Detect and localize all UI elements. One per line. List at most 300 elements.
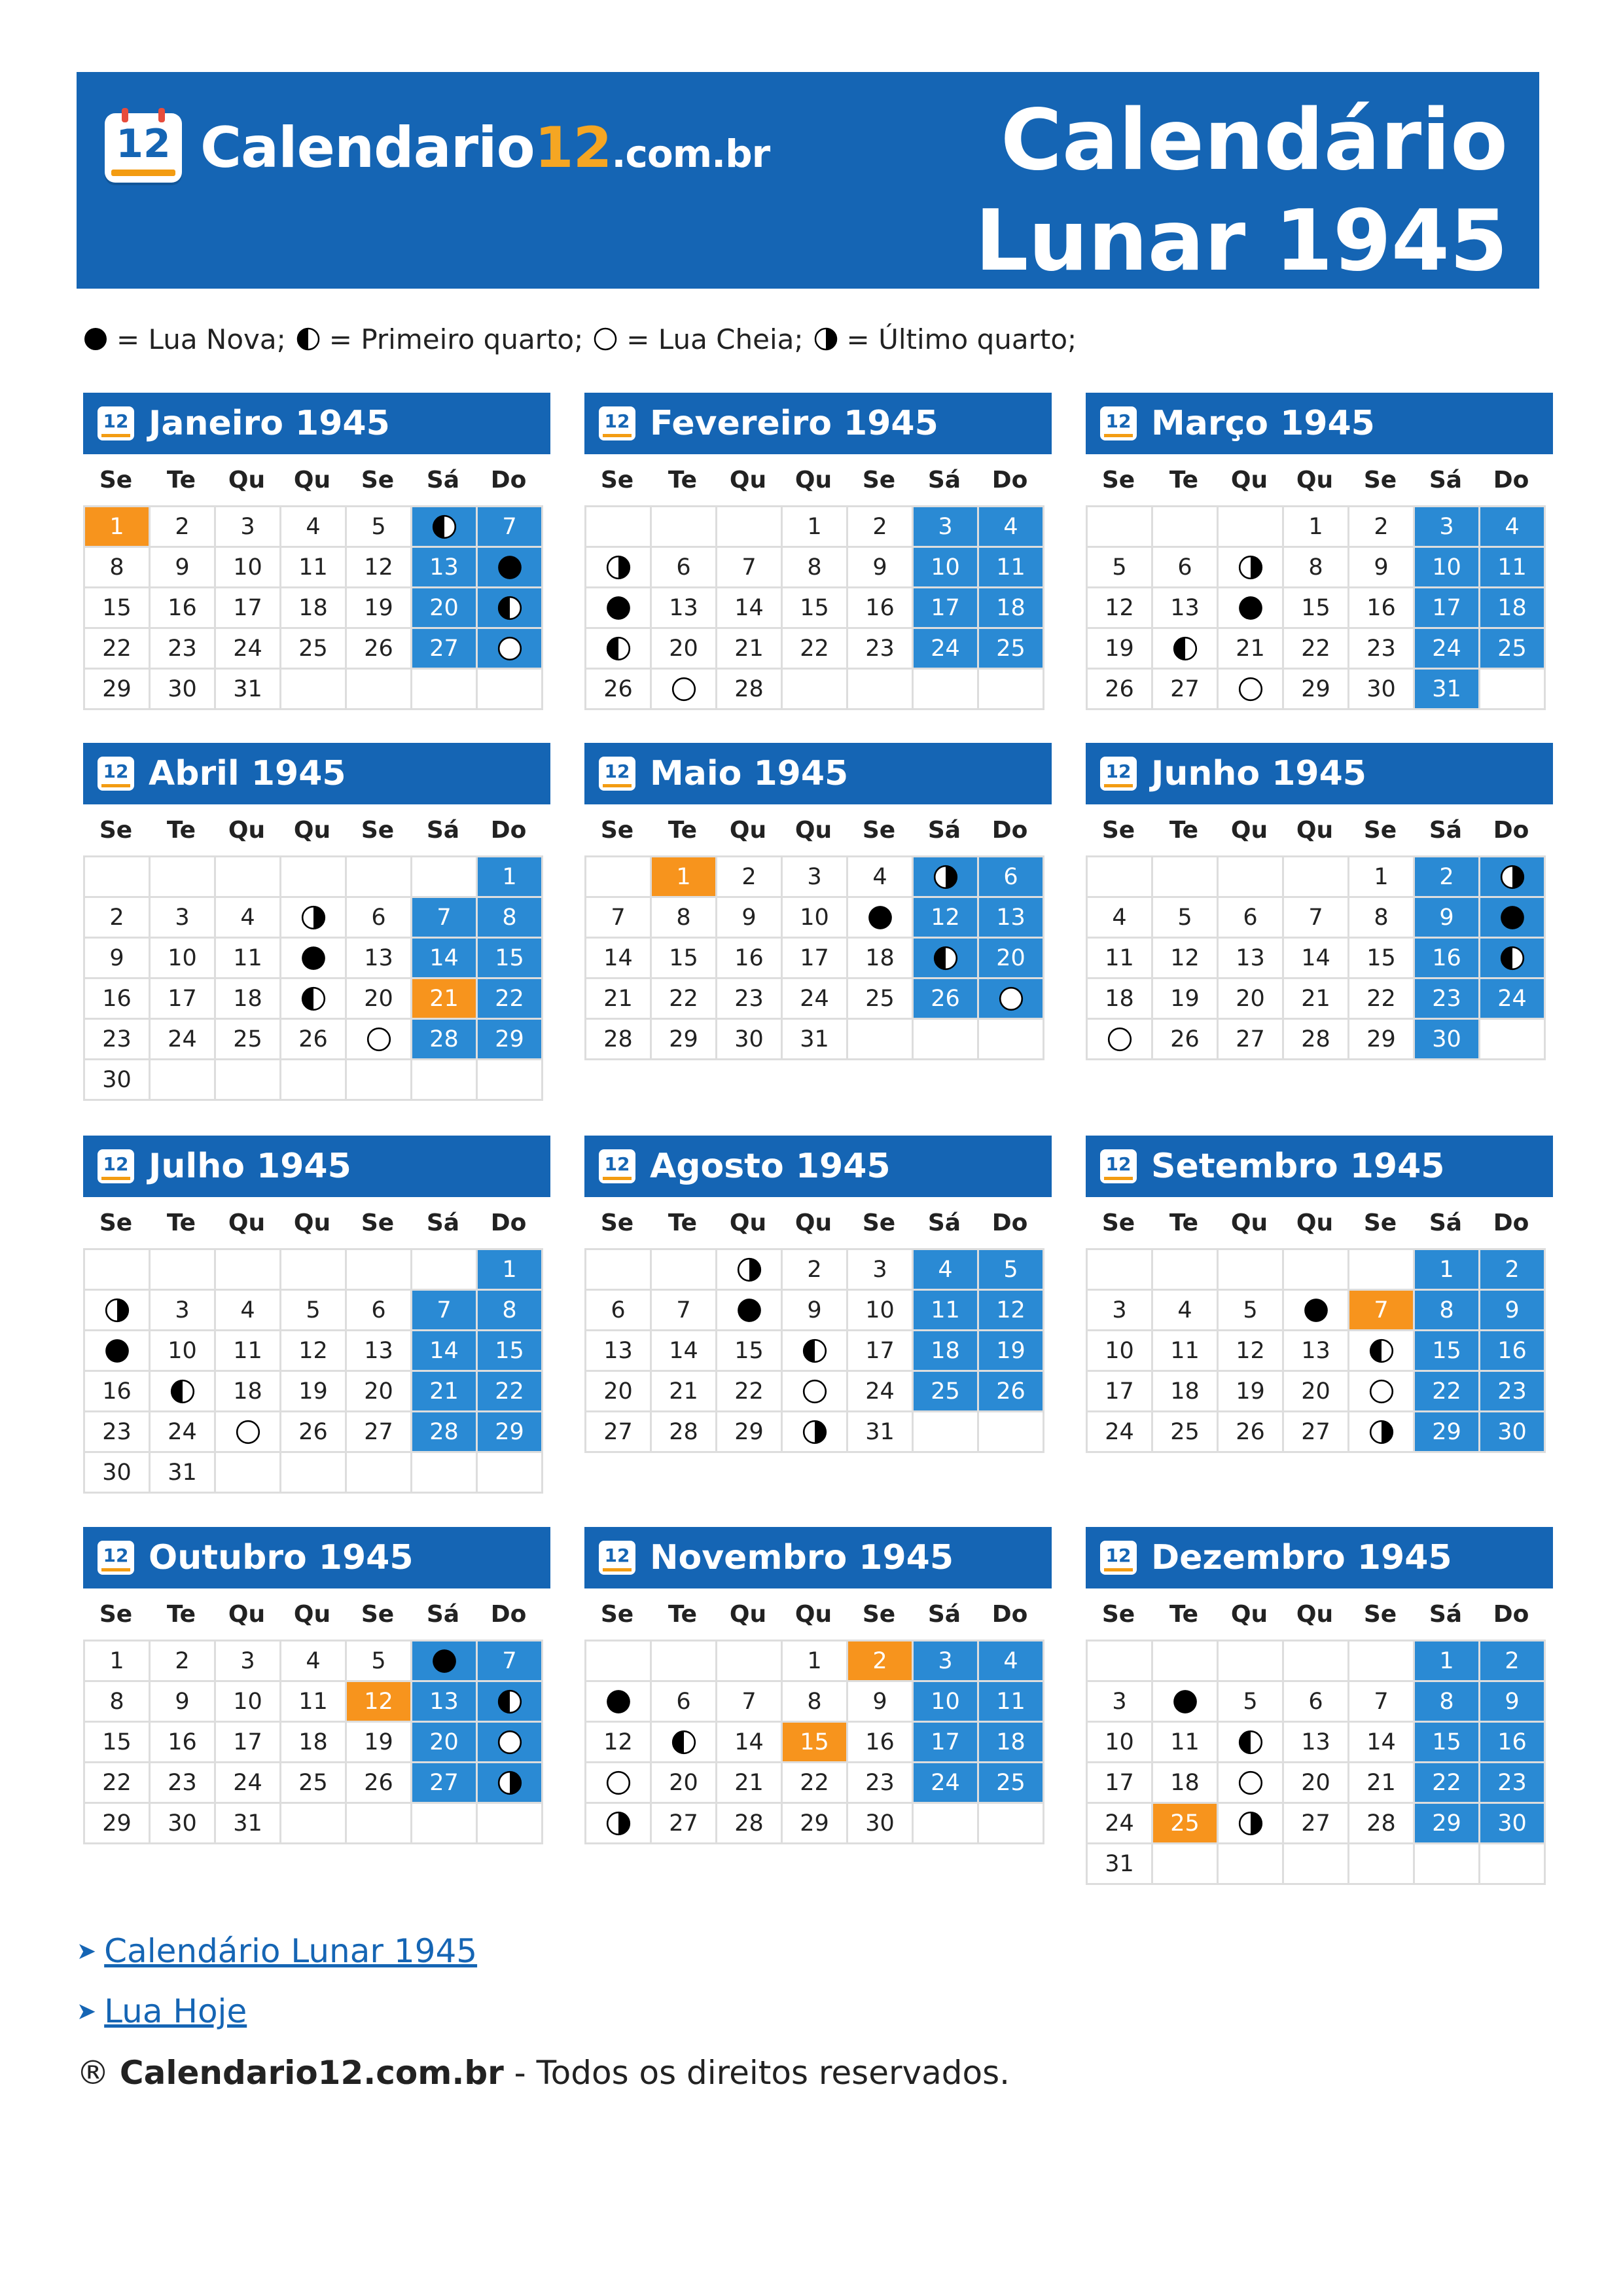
day-cell[interactable]: 26	[914, 979, 979, 1020]
day-cell[interactable]: 11	[1088, 939, 1153, 979]
day-cell[interactable]: 8	[1415, 1682, 1480, 1723]
day-cell[interactable]: 8	[783, 548, 848, 588]
day-cell[interactable]: 31	[783, 1020, 848, 1060]
day-cell[interactable]: 23	[85, 1412, 151, 1453]
day-cell[interactable]	[478, 1723, 543, 1763]
day-cell[interactable]: 15	[1415, 1331, 1480, 1372]
day-cell[interactable]: 1	[783, 1641, 848, 1682]
day-cell[interactable]: 3	[914, 1641, 979, 1682]
day-cell[interactable]: 28	[412, 1412, 478, 1453]
day-cell[interactable]: 27	[1153, 670, 1219, 710]
day-cell[interactable]: 15	[783, 588, 848, 629]
day-cell[interactable]: 24	[151, 1412, 216, 1453]
day-cell[interactable]	[478, 548, 543, 588]
day-cell[interactable]: 20	[586, 1372, 652, 1412]
day-cell[interactable]: 24	[216, 629, 281, 670]
day-cell[interactable]: 27	[1284, 1412, 1349, 1453]
day-cell[interactable]: 12	[281, 1331, 347, 1372]
day-cell[interactable]: 9	[1349, 548, 1415, 588]
day-cell[interactable]: 28	[412, 1020, 478, 1060]
day-cell[interactable]: 4	[848, 857, 914, 898]
day-cell[interactable]: 10	[783, 898, 848, 939]
day-cell[interactable]: 28	[652, 1412, 717, 1453]
day-cell[interactable]: 30	[1349, 670, 1415, 710]
day-cell[interactable]: 27	[652, 1804, 717, 1844]
day-cell[interactable]: 20	[652, 629, 717, 670]
day-cell[interactable]: 23	[1480, 1372, 1546, 1412]
day-cell[interactable]: 16	[717, 939, 783, 979]
day-cell[interactable]: 14	[412, 1331, 478, 1372]
day-cell[interactable]: 5	[1088, 548, 1153, 588]
day-cell[interactable]: 17	[151, 979, 216, 1020]
day-cell[interactable]: 25	[281, 1763, 347, 1804]
day-cell[interactable]: 6	[652, 1682, 717, 1723]
day-cell[interactable]: 29	[652, 1020, 717, 1060]
day-cell[interactable]: 9	[848, 1682, 914, 1723]
day-cell[interactable]: 24	[914, 629, 979, 670]
day-cell[interactable]: 6	[1284, 1682, 1349, 1723]
day-cell[interactable]	[1480, 857, 1546, 898]
day-cell[interactable]: 18	[848, 939, 914, 979]
day-cell[interactable]: 6	[979, 857, 1044, 898]
day-cell[interactable]	[586, 629, 652, 670]
day-cell[interactable]: 18	[281, 588, 347, 629]
day-cell[interactable]: 13	[652, 588, 717, 629]
day-cell[interactable]: 26	[1219, 1412, 1284, 1453]
day-cell[interactable]: 31	[1415, 670, 1480, 710]
day-cell[interactable]: 17	[783, 939, 848, 979]
day-cell[interactable]: 9	[151, 1682, 216, 1723]
day-cell[interactable]: 12	[914, 898, 979, 939]
day-cell[interactable]: 3	[151, 1291, 216, 1331]
day-cell[interactable]: 6	[347, 1291, 412, 1331]
day-cell[interactable]: 29	[478, 1412, 543, 1453]
day-cell[interactable]: 7	[412, 898, 478, 939]
day-cell[interactable]: 10	[914, 1682, 979, 1723]
day-cell[interactable]: 18	[1153, 1372, 1219, 1412]
day-cell[interactable]: 18	[216, 1372, 281, 1412]
day-cell[interactable]: 17	[1088, 1763, 1153, 1804]
day-cell[interactable]: 21	[652, 1372, 717, 1412]
day-cell[interactable]: 11	[1153, 1331, 1219, 1372]
day-cell[interactable]: 1	[478, 857, 543, 898]
day-cell[interactable]: 31	[848, 1412, 914, 1453]
day-cell[interactable]: 13	[347, 1331, 412, 1372]
day-cell[interactable]	[478, 629, 543, 670]
day-cell[interactable]: 29	[1415, 1412, 1480, 1453]
day-cell[interactable]: 1	[1415, 1641, 1480, 1682]
day-cell[interactable]: 12	[347, 1682, 412, 1723]
day-cell[interactable]: 24	[848, 1372, 914, 1412]
day-cell[interactable]: 5	[347, 1641, 412, 1682]
day-cell[interactable]: 15	[1349, 939, 1415, 979]
day-cell[interactable]	[914, 939, 979, 979]
day-cell[interactable]: 13	[412, 1682, 478, 1723]
day-cell[interactable]: 17	[1088, 1372, 1153, 1412]
day-cell[interactable]: 11	[281, 1682, 347, 1723]
day-cell[interactable]: 18	[1480, 588, 1546, 629]
day-cell[interactable]: 10	[1088, 1331, 1153, 1372]
day-cell[interactable]: 16	[151, 1723, 216, 1763]
day-cell[interactable]: 2	[783, 1250, 848, 1291]
day-cell[interactable]: 26	[347, 1763, 412, 1804]
day-cell[interactable]: 20	[652, 1763, 717, 1804]
day-cell[interactable]: 23	[1415, 979, 1480, 1020]
day-cell[interactable]: 7	[1284, 898, 1349, 939]
day-cell[interactable]: 30	[1480, 1804, 1546, 1844]
day-cell[interactable]: 7	[412, 1291, 478, 1331]
day-cell[interactable]: 13	[347, 939, 412, 979]
day-cell[interactable]: 4	[1153, 1291, 1219, 1331]
day-cell[interactable]: 14	[717, 588, 783, 629]
day-cell[interactable]: 23	[1349, 629, 1415, 670]
day-cell[interactable]: 30	[717, 1020, 783, 1060]
day-cell[interactable]: 12	[586, 1723, 652, 1763]
day-cell[interactable]: 23	[151, 629, 216, 670]
day-cell[interactable]	[783, 1331, 848, 1372]
day-cell[interactable]: 8	[478, 1291, 543, 1331]
day-cell[interactable]: 11	[281, 548, 347, 588]
day-cell[interactable]: 24	[783, 979, 848, 1020]
day-cell[interactable]	[652, 670, 717, 710]
day-cell[interactable]: 15	[478, 939, 543, 979]
day-cell[interactable]	[281, 898, 347, 939]
day-cell[interactable]: 5	[281, 1291, 347, 1331]
day-cell[interactable]: 25	[281, 629, 347, 670]
day-cell[interactable]	[717, 1291, 783, 1331]
day-cell[interactable]: 8	[1284, 548, 1349, 588]
day-cell[interactable]: 29	[1284, 670, 1349, 710]
day-cell[interactable]	[586, 1682, 652, 1723]
day-cell[interactable]	[1219, 1763, 1284, 1804]
day-cell[interactable]: 27	[412, 629, 478, 670]
day-cell[interactable]: 19	[1153, 979, 1219, 1020]
day-cell[interactable]	[586, 1804, 652, 1844]
day-cell[interactable]	[1219, 1804, 1284, 1844]
day-cell[interactable]: 2	[848, 507, 914, 548]
day-cell[interactable]: 16	[85, 1372, 151, 1412]
day-cell[interactable]: 19	[979, 1331, 1044, 1372]
day-cell[interactable]: 22	[783, 1763, 848, 1804]
day-cell[interactable]: 18	[1153, 1763, 1219, 1804]
day-cell[interactable]: 11	[914, 1291, 979, 1331]
day-cell[interactable]: 14	[717, 1723, 783, 1763]
day-cell[interactable]: 5	[347, 507, 412, 548]
day-cell[interactable]: 13	[979, 898, 1044, 939]
day-cell[interactable]: 27	[1219, 1020, 1284, 1060]
day-cell[interactable]	[1284, 1291, 1349, 1331]
day-cell[interactable]	[478, 1763, 543, 1804]
day-cell[interactable]: 23	[848, 1763, 914, 1804]
day-cell[interactable]: 7	[652, 1291, 717, 1331]
day-cell[interactable]: 10	[1088, 1723, 1153, 1763]
day-cell[interactable]: 20	[347, 979, 412, 1020]
day-cell[interactable]: 22	[85, 1763, 151, 1804]
day-cell[interactable]: 2	[85, 898, 151, 939]
day-cell[interactable]: 27	[586, 1412, 652, 1453]
day-cell[interactable]	[586, 548, 652, 588]
day-cell[interactable]: 26	[347, 629, 412, 670]
day-cell[interactable]: 9	[1480, 1682, 1546, 1723]
day-cell[interactable]: 19	[1219, 1372, 1284, 1412]
day-cell[interactable]: 10	[914, 548, 979, 588]
day-cell[interactable]: 24	[1480, 979, 1546, 1020]
day-cell[interactable]	[586, 588, 652, 629]
day-cell[interactable]: 7	[1349, 1682, 1415, 1723]
day-cell[interactable]: 14	[586, 939, 652, 979]
day-cell[interactable]: 3	[216, 1641, 281, 1682]
day-cell[interactable]: 3	[151, 898, 216, 939]
day-cell[interactable]: 24	[1088, 1412, 1153, 1453]
day-cell[interactable]: 3	[1415, 507, 1480, 548]
day-cell[interactable]	[412, 507, 478, 548]
day-cell[interactable]: 21	[586, 979, 652, 1020]
day-cell[interactable]: 15	[783, 1723, 848, 1763]
day-cell[interactable]: 14	[652, 1331, 717, 1372]
day-cell[interactable]	[1153, 1682, 1219, 1723]
day-cell[interactable]: 22	[478, 1372, 543, 1412]
day-cell[interactable]: 24	[1415, 629, 1480, 670]
day-cell[interactable]: 22	[1349, 979, 1415, 1020]
day-cell[interactable]	[783, 1412, 848, 1453]
day-cell[interactable]: 1	[478, 1250, 543, 1291]
day-cell[interactable]: 17	[216, 588, 281, 629]
day-cell[interactable]	[1349, 1412, 1415, 1453]
day-cell[interactable]: 26	[979, 1372, 1044, 1412]
day-cell[interactable]: 3	[216, 507, 281, 548]
day-cell[interactable]	[1480, 939, 1546, 979]
day-cell[interactable]: 21	[717, 1763, 783, 1804]
day-cell[interactable]: 9	[85, 939, 151, 979]
day-cell[interactable]: 19	[347, 1723, 412, 1763]
day-cell[interactable]: 2	[1480, 1250, 1546, 1291]
day-cell[interactable]: 14	[1349, 1723, 1415, 1763]
day-cell[interactable]	[85, 1291, 151, 1331]
day-cell[interactable]: 24	[151, 1020, 216, 1060]
day-cell[interactable]: 22	[478, 979, 543, 1020]
day-cell[interactable]: 21	[412, 979, 478, 1020]
day-cell[interactable]: 1	[1284, 507, 1349, 548]
day-cell[interactable]: 23	[85, 1020, 151, 1060]
day-cell[interactable]: 3	[914, 507, 979, 548]
day-cell[interactable]: 7	[478, 507, 543, 548]
day-cell[interactable]: 4	[914, 1250, 979, 1291]
day-cell[interactable]: 11	[216, 1331, 281, 1372]
day-cell[interactable]: 12	[979, 1291, 1044, 1331]
day-cell[interactable]: 21	[412, 1372, 478, 1412]
day-cell[interactable]: 18	[281, 1723, 347, 1763]
day-cell[interactable]: 4	[281, 507, 347, 548]
day-cell[interactable]: 30	[1480, 1412, 1546, 1453]
day-cell[interactable]: 15	[717, 1331, 783, 1372]
day-cell[interactable]: 11	[979, 1682, 1044, 1723]
day-cell[interactable]: 20	[1219, 979, 1284, 1020]
day-cell[interactable]: 17	[1415, 588, 1480, 629]
day-cell[interactable]: 8	[783, 1682, 848, 1723]
day-cell[interactable]	[1088, 1020, 1153, 1060]
day-cell[interactable]: 30	[85, 1453, 151, 1494]
day-cell[interactable]: 17	[848, 1331, 914, 1372]
day-cell[interactable]: 16	[1480, 1331, 1546, 1372]
day-cell[interactable]: 2	[151, 507, 216, 548]
day-cell[interactable]: 29	[783, 1804, 848, 1844]
day-cell[interactable]: 6	[1153, 548, 1219, 588]
day-cell[interactable]: 10	[1415, 548, 1480, 588]
day-cell[interactable]: 1	[783, 507, 848, 548]
day-cell[interactable]: 20	[412, 1723, 478, 1763]
day-cell[interactable]: 2	[1480, 1641, 1546, 1682]
day-cell[interactable]: 15	[652, 939, 717, 979]
day-cell[interactable]: 18	[979, 1723, 1044, 1763]
day-cell[interactable]: 25	[979, 1763, 1044, 1804]
day-cell[interactable]: 15	[1415, 1723, 1480, 1763]
day-cell[interactable]: 16	[85, 979, 151, 1020]
day-cell[interactable]: 4	[216, 898, 281, 939]
day-cell[interactable]: 16	[1415, 939, 1480, 979]
day-cell[interactable]: 19	[347, 588, 412, 629]
day-cell[interactable]: 26	[281, 1020, 347, 1060]
day-cell[interactable]: 25	[1153, 1804, 1219, 1844]
day-cell[interactable]: 26	[586, 670, 652, 710]
day-cell[interactable]	[216, 1412, 281, 1453]
day-cell[interactable]: 18	[216, 979, 281, 1020]
day-cell[interactable]: 25	[979, 629, 1044, 670]
day-cell[interactable]: 15	[85, 1723, 151, 1763]
day-cell[interactable]: 4	[979, 1641, 1044, 1682]
day-cell[interactable]: 2	[717, 857, 783, 898]
day-cell[interactable]: 12	[1153, 939, 1219, 979]
day-cell[interactable]: 8	[1349, 898, 1415, 939]
day-cell[interactable]	[347, 1020, 412, 1060]
day-cell[interactable]: 19	[1088, 629, 1153, 670]
day-cell[interactable]: 24	[216, 1763, 281, 1804]
day-cell[interactable]: 6	[652, 548, 717, 588]
day-cell[interactable]: 27	[347, 1412, 412, 1453]
day-cell[interactable]: 16	[848, 588, 914, 629]
day-cell[interactable]: 7	[717, 548, 783, 588]
day-cell[interactable]: 12	[1088, 588, 1153, 629]
day-cell[interactable]: 8	[652, 898, 717, 939]
day-cell[interactable]: 24	[914, 1763, 979, 1804]
day-cell[interactable]: 29	[478, 1020, 543, 1060]
day-cell[interactable]: 11	[216, 939, 281, 979]
day-cell[interactable]: 29	[1415, 1804, 1480, 1844]
day-cell[interactable]: 1	[1349, 857, 1415, 898]
day-cell[interactable]: 1	[1415, 1250, 1480, 1291]
day-cell[interactable]: 25	[914, 1372, 979, 1412]
day-cell[interactable]: 13	[586, 1331, 652, 1372]
day-cell[interactable]: 21	[717, 629, 783, 670]
day-cell[interactable]	[281, 939, 347, 979]
day-cell[interactable]: 18	[914, 1331, 979, 1372]
day-cell[interactable]	[717, 1250, 783, 1291]
day-cell[interactable]: 28	[1349, 1804, 1415, 1844]
day-cell[interactable]: 9	[717, 898, 783, 939]
day-cell[interactable]: 30	[848, 1804, 914, 1844]
day-cell[interactable]: 2	[848, 1641, 914, 1682]
day-cell[interactable]	[979, 979, 1044, 1020]
day-cell[interactable]: 22	[1415, 1763, 1480, 1804]
day-cell[interactable]: 13	[1153, 588, 1219, 629]
day-cell[interactable]: 8	[1415, 1291, 1480, 1331]
day-cell[interactable]	[848, 898, 914, 939]
day-cell[interactable]: 9	[848, 548, 914, 588]
day-cell[interactable]: 1	[652, 857, 717, 898]
day-cell[interactable]: 20	[1284, 1763, 1349, 1804]
day-cell[interactable]	[652, 1723, 717, 1763]
day-cell[interactable]: 10	[151, 939, 216, 979]
day-cell[interactable]: 29	[85, 1804, 151, 1844]
day-cell[interactable]: 24	[1088, 1804, 1153, 1844]
day-cell[interactable]: 28	[586, 1020, 652, 1060]
day-cell[interactable]: 15	[478, 1331, 543, 1372]
day-cell[interactable]: 31	[216, 670, 281, 710]
moon-today-link[interactable]: Lua Hoje	[104, 1992, 247, 2030]
day-cell[interactable]: 9	[783, 1291, 848, 1331]
day-cell[interactable]: 7	[586, 898, 652, 939]
day-cell[interactable]: 23	[1480, 1763, 1546, 1804]
day-cell[interactable]	[1153, 629, 1219, 670]
day-cell[interactable]: 26	[281, 1412, 347, 1453]
day-cell[interactable]: 14	[412, 939, 478, 979]
day-cell[interactable]: 28	[717, 670, 783, 710]
day-cell[interactable]	[412, 1641, 478, 1682]
day-cell[interactable]: 31	[216, 1804, 281, 1844]
day-cell[interactable]: 13	[1219, 939, 1284, 979]
day-cell[interactable]	[1480, 898, 1546, 939]
day-cell[interactable]: 4	[281, 1641, 347, 1682]
day-cell[interactable]: 30	[151, 670, 216, 710]
day-cell[interactable]: 6	[347, 898, 412, 939]
day-cell[interactable]	[1219, 548, 1284, 588]
day-cell[interactable]: 2	[1415, 857, 1480, 898]
day-cell[interactable]: 7	[717, 1682, 783, 1723]
day-cell[interactable]: 25	[1480, 629, 1546, 670]
day-cell[interactable]: 17	[216, 1723, 281, 1763]
day-cell[interactable]: 31	[151, 1453, 216, 1494]
day-cell[interactable]: 20	[347, 1372, 412, 1412]
day-cell[interactable]: 26	[1088, 670, 1153, 710]
day-cell[interactable]	[783, 1372, 848, 1412]
day-cell[interactable]	[1349, 1372, 1415, 1412]
day-cell[interactable]: 6	[1219, 898, 1284, 939]
day-cell[interactable]: 4	[979, 507, 1044, 548]
day-cell[interactable]: 3	[783, 857, 848, 898]
day-cell[interactable]: 15	[1284, 588, 1349, 629]
day-cell[interactable]	[151, 1372, 216, 1412]
day-cell[interactable]: 21	[1284, 979, 1349, 1020]
day-cell[interactable]: 25	[1153, 1412, 1219, 1453]
day-cell[interactable]: 5	[1219, 1291, 1284, 1331]
day-cell[interactable]: 3	[1088, 1682, 1153, 1723]
day-cell[interactable]: 11	[1153, 1723, 1219, 1763]
day-cell[interactable]: 21	[1219, 629, 1284, 670]
day-cell[interactable]: 1	[85, 507, 151, 548]
day-cell[interactable]: 5	[1153, 898, 1219, 939]
day-cell[interactable]: 28	[1284, 1020, 1349, 1060]
day-cell[interactable]: 5	[1219, 1682, 1284, 1723]
day-cell[interactable]: 4	[1480, 507, 1546, 548]
day-cell[interactable]: 30	[85, 1060, 151, 1101]
day-cell[interactable]: 4	[1088, 898, 1153, 939]
day-cell[interactable]: 13	[1284, 1331, 1349, 1372]
day-cell[interactable]: 12	[1219, 1331, 1284, 1372]
day-cell[interactable]: 17	[914, 1723, 979, 1763]
day-cell[interactable]: 10	[848, 1291, 914, 1331]
day-cell[interactable]: 17	[914, 588, 979, 629]
day-cell[interactable]: 16	[1480, 1723, 1546, 1763]
day-cell[interactable]: 8	[85, 1682, 151, 1723]
